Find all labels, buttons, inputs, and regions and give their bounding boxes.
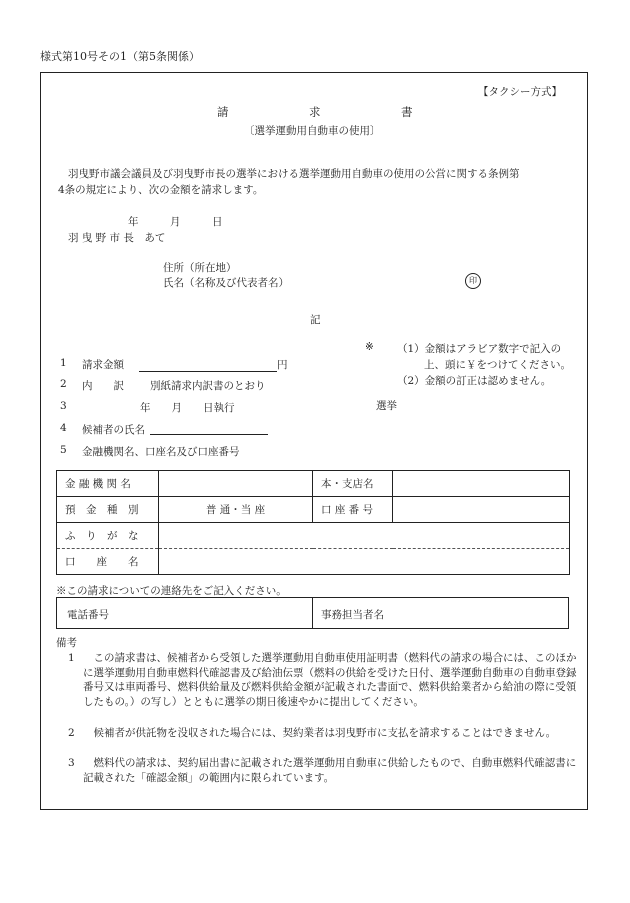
claim-amount-label: 請求金額 — [82, 359, 124, 371]
breakdown-label: 内 訳 — [82, 380, 124, 392]
method-tag: 【タクシー方式】 — [478, 86, 562, 98]
account-name-field[interactable] — [159, 549, 570, 575]
addressee: 羽 曳 野 市 長 あて — [68, 232, 166, 244]
page-subtitle: 〔選挙運動用自動車の使用〕 — [244, 125, 381, 137]
remarks-title: 備考 — [56, 637, 77, 649]
deposit-type-options[interactable]: 普 通・当 座 — [159, 497, 313, 523]
candidate-name-label: 候補者の氏名 — [82, 424, 145, 436]
claim-amount-field[interactable] — [139, 357, 288, 372]
table-row — [57, 497, 570, 523]
branch-field[interactable] — [393, 471, 570, 497]
contact-box — [56, 597, 569, 629]
ki-label: 記 — [310, 314, 321, 326]
remark-number: 3 — [68, 757, 75, 769]
furigana-label: ふ り が な — [57, 523, 159, 549]
item-number: 3 — [60, 400, 67, 412]
account-name-label: 口 座 名 — [57, 549, 159, 575]
breakdown-value: 別紙請求内訳書のとおり — [150, 380, 266, 392]
furigana-field[interactable] — [159, 523, 570, 549]
contact-note: ※この請求についての連絡先をご記入ください。 — [56, 585, 287, 597]
candidate-name-field[interactable] — [150, 422, 268, 435]
table-row — [57, 523, 570, 549]
date-line: 年 月 日 — [128, 216, 223, 228]
account-number-label: 口 座 番 号 — [313, 497, 393, 523]
page-title: 請 求 書 — [217, 105, 413, 119]
phone-label: 電話番号 — [67, 609, 109, 621]
remark-number: 2 — [68, 727, 75, 739]
notes-mark: ※ — [365, 341, 374, 353]
note-amount-1: （1）金額はアラビア数字で記入の — [397, 343, 562, 355]
table-row — [57, 471, 570, 497]
remark-text: この請求書は、候補者から受領した選挙運動用自動車使用証明書（燃料代の請求の場合には、このほかに選挙運動用自動車燃料代確認書及び給油伝票（燃料の供給を受けた日付、選挙運動自動車の自動車登録番号又は車両番号、燃料供給量及び燃料供給金額が記載された書面で、燃料供給業者から給油の際に受領したもの。）の写し）とともに選挙の期日後速やかに提出してください。 — [83, 652, 577, 708]
remark-number: 1 — [68, 652, 75, 664]
item-number: 2 — [60, 378, 67, 390]
remark-text: 候補者が供託物を没収された場合には、契約業者は羽曳野市に支払を請求することはできません。 — [83, 727, 557, 739]
item-number: 5 — [60, 444, 67, 456]
form-id: 様式第10号その1（第5条関係） — [40, 50, 200, 63]
address-label: 住所（所在地） — [163, 262, 237, 274]
bank-info-label: 金融機関名、口座名及び口座番号 — [82, 446, 240, 458]
bank-table — [56, 470, 570, 575]
bank-name-field[interactable] — [159, 471, 313, 497]
deposit-type-label: 預 金 種 別 — [57, 497, 159, 523]
yen-unit: 円 — [277, 359, 288, 371]
election-label: 選挙 — [376, 400, 397, 412]
account-number-field[interactable] — [393, 497, 570, 523]
table-row — [57, 549, 570, 575]
item-number: 4 — [60, 422, 67, 434]
name-label: 氏名（名称及び代表者名） — [163, 277, 289, 289]
item-number: 1 — [60, 357, 67, 369]
election-date: 年 月 日執行 — [140, 402, 235, 414]
note-amount-2: 上、頭に￥をつけてください。 — [424, 359, 571, 371]
staff-label: 事務担当者名 — [321, 609, 384, 621]
contact-divider — [312, 598, 313, 628]
intro-line-2: 4条の規定により、次の金額を請求します。 — [58, 184, 264, 196]
seal-icon: 印 — [465, 273, 481, 289]
note-no-correction: （2）金額の訂正は認めません。 — [397, 375, 552, 387]
bank-name-label: 金 融 機 関 名 — [57, 471, 159, 497]
intro-line-1: 羽曳野市議会議員及び羽曳野市長の選挙における選挙運動用自動車の使用の公営に関する条例第 — [68, 168, 520, 180]
branch-label: 本・支店名 — [313, 471, 393, 497]
remark-text: 燃料代の請求は、契約届出書に記載された選挙運動用自動車に供給したもので、自動車燃料代確認書に記載された「確認金額」の範囲内に限られています。 — [83, 757, 577, 784]
